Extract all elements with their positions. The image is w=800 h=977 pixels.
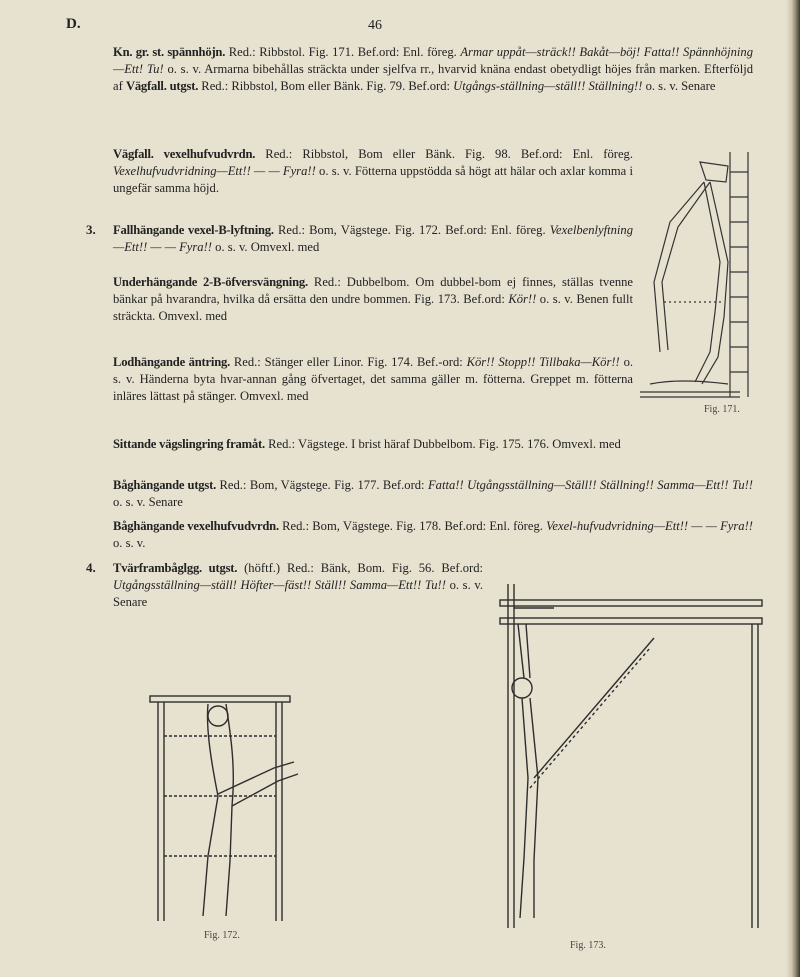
paragraph-vagfall: Vägfall. vexelhufvudvrdn. Red.: Ribbstol, Bom eller Bänk. Fig. 98. Bef.ord: Enl. föreg. Vexelhufvudvridning—Ett!! — — Fyra!! o. s. v. Fötterna uppstödda så högt att hälar och axlar komma i ungefär samma höjd. [113, 147, 633, 196]
section-number-4: 4. [86, 560, 96, 575]
section-letter: D. [66, 16, 81, 32]
paragraph-fallhangande: Fallhängande vexel-B-lyftning. Red.: Bom, Vägstege. Fig. 172. Bef.ord: Enl. föreg. Vexelbenlyftning—Ett!! — — Fyra!! o. s. v. Omvexl. med [113, 223, 633, 255]
paragraph-baghangande-utgst: Båghängande utgst. Red.: Bom, Vägstege. Fig. 177. Bef.ord: Fatta!! Utgångsställning—Ställ!! Ställning!! Samma—Ett!! Tu!! o. s. v. Senare [113, 478, 754, 510]
section-number-3: 3. [86, 222, 96, 237]
paragraph-sittande: Sittande vägslingring framåt. Red.: Vägstege. I brist häraf Dubbelbom. Fig. 175. 176. Omvexl. med [113, 437, 621, 451]
paragraph-underhangande: Underhängande 2-B-öfversvängning. Red.: Dubbelbom. Om dubbel-bom ej finnes, ställas tvenne bänkar på hvarandra, hvilka då ersätta den undre bommen. Fig. 173. Bef.ord: Kör!! o. s. v. Benen fullt sträckta. Omvexl. med [113, 275, 633, 324]
paragraph-lodhangande: Lodhängande äntring. Red.: Stänger eller Linor. Fig. 174. Bef.-ord: Kör!! Stopp!! Tillbaka—Kör!! o. s. v. Händerna byta hvar-annan gång öfvertaget, det samma gäller m. fötterna. Greppet m. fötterna inläres lättast på stänger. Omvexl. med [113, 355, 634, 404]
paragraph-kn-spannhojn: Kn. gr. st. spännhöjn. Red.: Ribbstol. Fig. 171. Bef.ord: Enl. föreg. Armar uppåt—sträck!! Bakåt—böj! Fatta!! Spännhöjning—Ett! Tu! o. s. v. Armarna bibehållas sträckta under sjelfva rr., hvarvid knäna endast obetydligt höjes från marken. Efterföljd af Vägfall. utgst. Red.: Ribbstol, Bom eller Bänk. Fig. 79. Bef.ord: Utgångs-ställning—ställ!! Ställning!! o. s. v. Senare [113, 45, 754, 94]
wall-bars-illustration [640, 152, 760, 420]
page-edge [786, 0, 800, 977]
hanging-leg-lift-illustration [148, 676, 308, 926]
figure-172 [148, 676, 308, 948]
paragraph-baghangande-vexel: Båghängande vexelhufvudvrdn. Red.: Bom, Vägstege. Fig. 178. Bef.ord: Enl. föreg. Vexel-hufvudvridning—Ett!! — — Fyra!! o. s. v. [113, 519, 753, 551]
page-number: 46 [368, 18, 382, 33]
figure-171 [640, 152, 760, 420]
double-bar-swing-illustration [494, 578, 770, 934]
figure-172-caption: Fig. 172. [204, 930, 240, 941]
figure-171-caption: Fig. 171. [704, 404, 740, 415]
figure-173-caption: Fig. 173. [570, 940, 606, 951]
figure-173 [494, 578, 770, 954]
paragraph-tvarframbag: Tvärframbåglgg. utgst. (höftf.) Red.: Bänk, Bom. Fig. 56. Bef.ord: Utgångsställning—ställ! Höfter—fäst!! Ställ!! Samma—Ett!! Tu!! o. s. v. Senare [113, 561, 484, 610]
